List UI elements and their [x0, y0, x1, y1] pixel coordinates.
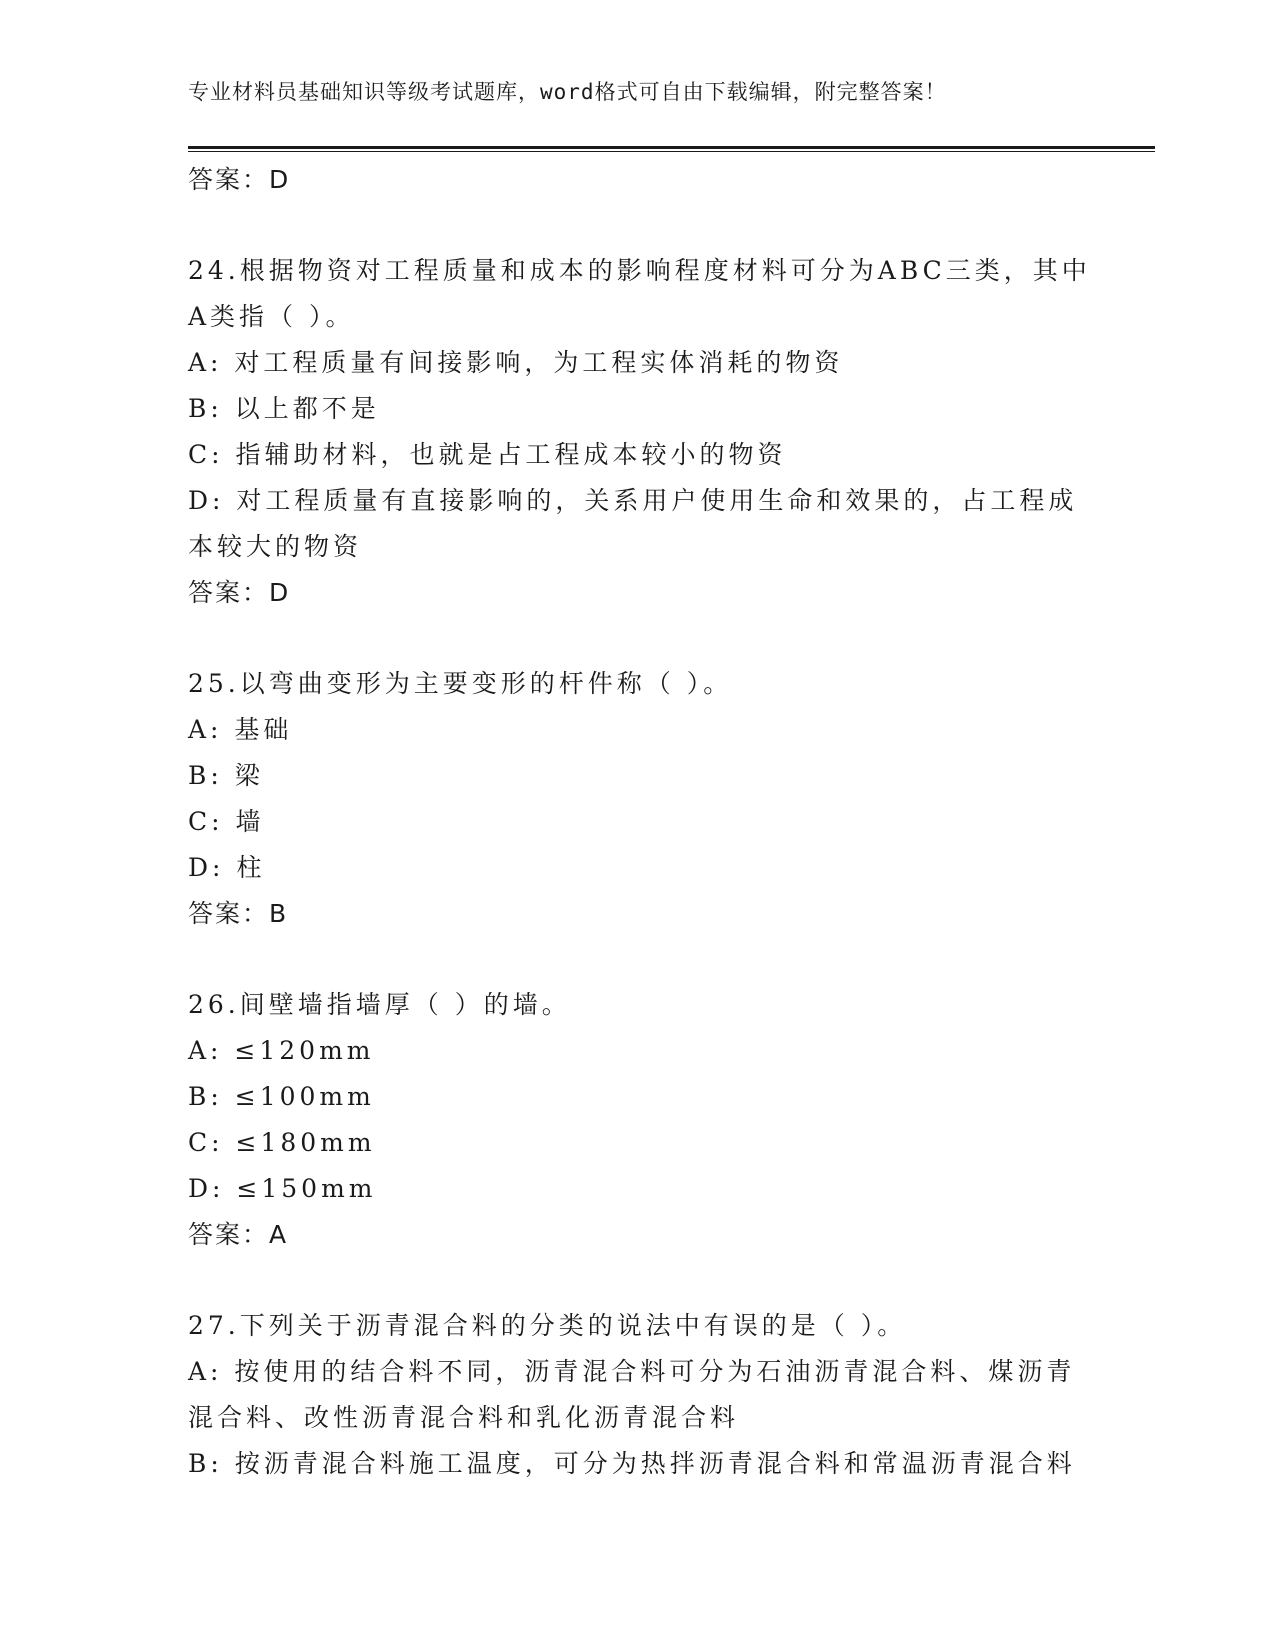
option-b: B: 以上都不是 — [188, 394, 380, 423]
option-b: B: 按沥青混合料施工温度，可分为热拌沥青混合料和常温沥青混合料 — [188, 1449, 1076, 1478]
header-rule-thick — [188, 146, 1155, 149]
option-c: C: 墙 — [188, 807, 265, 836]
option-d-cont: 本较大的物资 — [188, 532, 363, 561]
question-stem: 27.下列关于沥青混合料的分类的说法中有误的是（ ）。 — [188, 1311, 907, 1340]
answer: 答案：D — [188, 578, 291, 607]
answer-prev: 答案：D — [188, 165, 291, 194]
option-a: A: ≤120mm — [188, 1036, 375, 1065]
option-d: D: 对工程质量有直接影响的，关系用户使用生命和效果的，占工程成 — [188, 486, 1078, 515]
question-stem: 26.间壁墙指墙厚（ ）的墙。 — [188, 990, 571, 1019]
question-stem: 25.以弯曲变形为主要变形的杆件称（ ）。 — [188, 669, 733, 698]
header-rule-thin — [188, 151, 1155, 152]
option-a: A: 基础 — [188, 715, 293, 744]
option-a: A: 按使用的结合料不同，沥青混合料可分为石油沥青混合料、煤沥青 — [188, 1357, 1076, 1386]
spacer — [188, 937, 1078, 982]
option-c: C: 指辅助材料，也就是占工程成本较小的物资 — [188, 440, 787, 469]
option-c: C: ≤180mm — [188, 1128, 376, 1157]
option-d: D: ≤150mm — [188, 1174, 377, 1203]
answer: 答案：A — [188, 1220, 289, 1249]
question-27 — [188, 1303, 1078, 1487]
question-24 — [188, 248, 1091, 616]
question-26 — [188, 982, 1078, 1258]
option-a-cont: 混合料、改性沥青混合料和乳化沥青混合料 — [188, 1403, 740, 1432]
option-a: A: 对工程质量有间接影响，为工程实体消耗的物资 — [188, 348, 844, 377]
question-list — [188, 157, 1091, 1487]
spacer — [188, 203, 1078, 248]
answer: 答案：B — [188, 899, 289, 928]
spacer — [188, 1258, 1078, 1303]
question-25 — [188, 661, 1078, 937]
page-header: 专业材料员基础知识等级考试题库，word格式可自由下载编辑，附完整答案！ — [188, 80, 947, 104]
question-stem: 24.根据物资对工程质量和成本的影响程度材料可分为ABC三类，其中 — [188, 256, 1091, 285]
question-stem-cont: A类指（ ）。 — [188, 302, 355, 331]
spacer — [188, 616, 1078, 661]
option-d: D: 柱 — [188, 853, 266, 882]
option-b: B: ≤100mm — [188, 1082, 375, 1111]
option-b: B: 梁 — [188, 761, 264, 790]
